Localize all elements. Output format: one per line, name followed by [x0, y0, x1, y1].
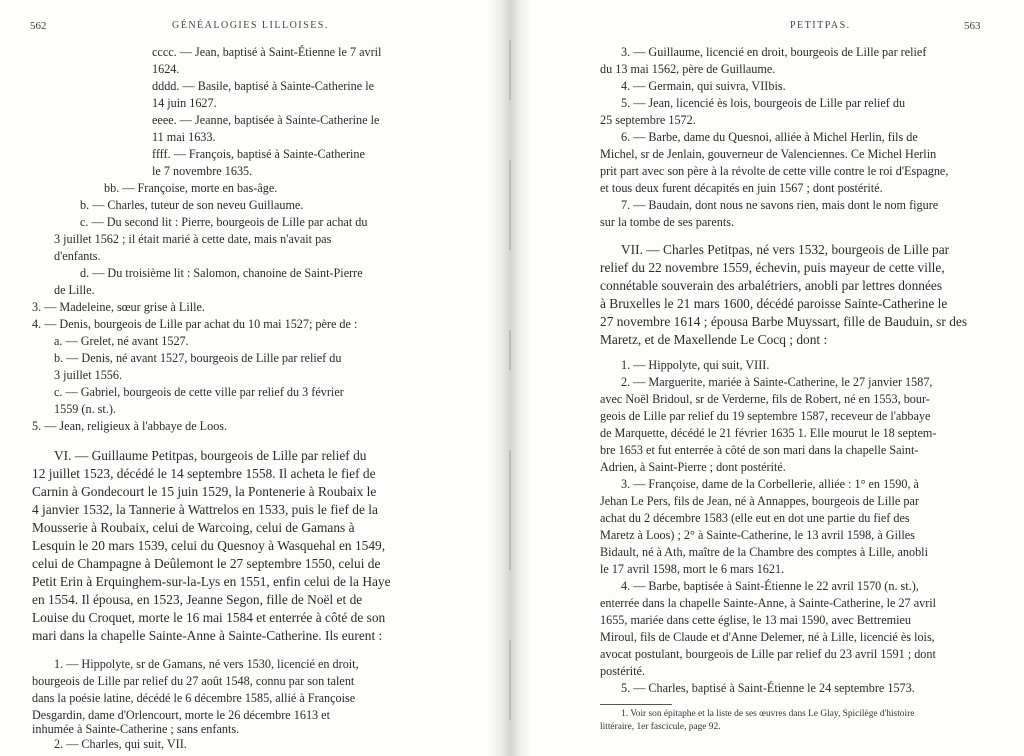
text-line: Petit Erin à Erquinghem-sur-la-Lys en 1551, enfin celui de la Haye — [32, 574, 391, 589]
text-line: avocat postulant, bourgeois de Lille par relief du 23 avril 1591 ; dont — [600, 647, 936, 661]
text-line: 12 juillet 1523, décédé le 14 septembre 1558. Il acheta le fief de — [32, 466, 376, 481]
text-line: dans la poésie latine, décédé le 6 décembre 1585, allié à Françoise — [32, 691, 356, 705]
text-line: cccc. — Jean, baptisé à Saint-Étienne le 7 avril — [152, 45, 382, 59]
text-line: 6. — Barbe, dame du Quesnoi, alliée à Michel Herlin, fils de — [621, 130, 918, 144]
text-line: 27 novembre 1614 ; épousa Barbe Muyssart, fille de Bauduin, sr des — [600, 314, 968, 329]
text-line: Lesquin le 20 mars 1539, celui du Quesnoy à Wasquehal en 1549, — [32, 538, 386, 553]
text-line: 5. — Jean, religieux à l'abbaye de Loos. — [32, 419, 228, 433]
text-line: postérité. — [600, 664, 646, 678]
text-line: b. — Charles, tuteur de son neveu Guillaume. — [80, 198, 304, 212]
text-line: 4. — Denis, bourgeois de Lille par achat du 10 mai 1527; père de : — [32, 317, 358, 331]
text-line: relief du 22 novembre 1559, échevin, puis mayeur de cette ville, — [600, 260, 945, 275]
text-line: ffff. — François, baptisé à Sainte-Catherine — [152, 147, 365, 161]
text-line: a. — Grelet, né avant 1527. — [54, 334, 189, 348]
text-line: Bidault, né à Ath, maître de la Chambre des comptes à Lille, anobli — [600, 545, 928, 559]
text-line: eeee. — Jeanne, baptisée à Sainte-Catherine le — [152, 113, 380, 127]
text-line: 3. — Françoise, dame de la Corbellerie, alliée : 1° en 1590, à — [621, 477, 919, 491]
text-line: 4. — Barbe, baptisée à Saint-Étienne le 22 avril 1570 (n. st.), — [621, 579, 919, 593]
text-line: 2. — Charles, qui suit, VII. — [54, 737, 187, 751]
text-line: d. — Du troisième lit : Salomon, chanoine de Saint-Pierre — [80, 266, 363, 280]
text-line: connétable souverain des arbalétriers, anobli par lettres données — [600, 278, 943, 293]
text-line: prit part avec son père à la révolte de cette ville contre le roi d'Espagne, — [600, 164, 949, 178]
text-line: avec Noël Bridoul, sr de Verderne, fils de Robert, né en 1553, bour- — [600, 392, 930, 406]
text-line: 4 janvier 1532, la Tannerie à Wattrelos en 1533, puis le fief de la — [32, 502, 378, 517]
text-line: Adrien, à Saint-Pierre ; dont postérité. — [600, 460, 786, 474]
text-line: c. — Du second lit : Pierre, bourgeois de Lille par achat du — [80, 215, 368, 229]
text-line: c. — Gabriel, bourgeois de cette ville par relief du 3 février — [54, 385, 344, 399]
text-line: Michel, sr de Jenlain, gouverneur de Valenciennes. Ce Michel Herlin — [600, 147, 937, 161]
text-line: Maretz, et de Maxellende Le Cocq ; dont : — [600, 332, 828, 347]
text-line: 1655, mariée dans cette église, le 13 mai 1590, avec Bettremieu — [600, 613, 912, 627]
text-line: celui de Champagne à Deûlemont le 27 septembre 1550, celui de — [32, 556, 381, 571]
text-line: Maretz à Loos) ; 2° à Sainte-Catherine, le 13 avril 1598, à Gilles — [600, 528, 915, 542]
section-heading: VI. — Guillaume Petitpas, bourgeois de Lille par relief du — [54, 448, 367, 463]
book-gutter — [488, 0, 532, 756]
text-line: bre 1653 et fut enterrée à côté de son mari dans la chapelle Saint- — [600, 443, 919, 457]
text-line: d'enfants. — [54, 249, 101, 263]
running-head: PETITPAS. — [790, 20, 851, 31]
text-line: Miroul, fils de Claude et d'Anne Delemer, né à Lille, licencié ès lois, — [600, 630, 935, 644]
page-number: 563 — [964, 20, 981, 32]
text-line: 25 septembre 1572. — [600, 113, 696, 127]
text-line: 11 mai 1633. — [152, 130, 216, 144]
text-line: 3. — Guillaume, licencié en droit, bourgeois de Lille par relief — [621, 45, 927, 59]
text-line: du 13 mai 1562, père de Guillaume. — [600, 62, 776, 76]
text-line: 1. — Hippolyte, sr de Gamans, né vers 1530, licencié en droit, — [54, 657, 359, 671]
text-line: geois de Lille par relief du 19 septembre 1587, receveur de l'abbaye — [600, 409, 931, 423]
text-line: inhumée à Sainte-Catherine ; sans enfants. — [32, 722, 240, 736]
text-line: Carnin à Gondecourt le 15 juin 1529, la Pontenerie à Roubaix le — [32, 484, 377, 499]
text-line: 2. — Marguerite, mariée à Sainte-Catherine, le 27 janvier 1587, — [621, 375, 933, 389]
right-page — [532, 0, 1024, 756]
text-line: 3. — Madeleine, sœur grise à Lille. — [32, 300, 205, 314]
text-line: en 1554. Il épousa, en 1523, Jeanne Segon, fille de Noël et de — [32, 592, 363, 607]
footnote-rule — [600, 704, 672, 705]
text-line: bourgeois de Lille par relief du 27 août 1548, connu par son talent — [32, 674, 355, 688]
text-line: 3 juillet 1562 ; il était marié à cette date, mais n'avait pas — [54, 232, 332, 246]
section-heading: VII. — Charles Petitpas, né vers 1532, bourgeois de Lille par — [621, 242, 950, 257]
text-line: achat du 2 décembre 1583 (elle eut en dot une partie du fief des — [600, 511, 910, 525]
text-line: de Lille. — [54, 283, 95, 297]
footnote: 1. Voir son épitaphe et la liste de ses œuvres dans Le Glay, Spicilège d'histoire — [621, 709, 915, 719]
text-line: dddd. — Basile, baptisé à Sainte-Catherine le — [152, 79, 375, 93]
text-line: le 7 novembre 1635. — [152, 164, 253, 178]
text-line: sur la tombe de ses parents. — [600, 215, 735, 229]
text-line: enterrée dans la chapelle Sainte-Anne, à Sainte-Catherine, le 27 avril — [600, 596, 937, 610]
text-line: 7. — Baudain, dont nous ne savons rien, mais dont le nom figure — [621, 198, 939, 212]
text-line: Mousserie à Roubaix, celui de Warcoing, celui de Gamans à — [32, 520, 355, 535]
text-line: à Bruxelles le 21 mars 1600, décédé paroisse Sainte-Catherine le — [600, 296, 948, 311]
text-line: et tous deux furent décapités en juin 1567 ; dont postérité. — [600, 181, 883, 195]
text-line: 5. — Jean, licencié ès lois, bourgeois de Lille par relief du — [621, 96, 906, 110]
text-line: b. — Denis, né avant 1527, bourgeois de Lille par relief du — [54, 351, 342, 365]
text-line: 4. — Germain, qui suivra, VIIbis. — [621, 79, 786, 93]
text-line: Jehan Le Pers, fils de Jean, né à Annappes, bourgeois de Lille par — [600, 494, 919, 508]
text-line: 5. — Charles, baptisé à Saint-Étienne le 24 septembre 1573. — [621, 681, 915, 695]
footnote: littéraire, 1er fascicule, page 92. — [600, 722, 721, 732]
text-line: 14 juin 1627. — [152, 96, 217, 110]
left-page — [0, 0, 488, 756]
text-line: bb. — Françoise, morte en bas-âge. — [104, 181, 278, 195]
running-head: GÉNÉALOGIES LILLOISES. — [172, 20, 329, 31]
text-line: de Marquette, décédé le 21 février 1635 1. Elle mourut le 18 septem- — [600, 426, 937, 440]
text-line: Desgardin, dame d'Orlencourt, morte le 26 décembre 1613 et — [32, 708, 330, 722]
text-line: mari dans la chapelle Sainte-Anne à Sainte-Catherine. Ils eurent : — [32, 628, 383, 643]
text-line: 1624. — [152, 62, 180, 76]
page-number: 562 — [30, 20, 47, 32]
text-line: 1559 (n. st.). — [54, 402, 116, 416]
text-line: 3 juillet 1556. — [54, 368, 123, 382]
text-line: Louise du Croquet, morte le 16 mai 1584 et enterrée à côté de son — [32, 610, 386, 625]
text-line: 1. — Hippolyte, qui suit, VIII. — [621, 358, 770, 372]
text-line: le 17 avril 1598, mort le 6 mars 1621. — [600, 562, 785, 576]
